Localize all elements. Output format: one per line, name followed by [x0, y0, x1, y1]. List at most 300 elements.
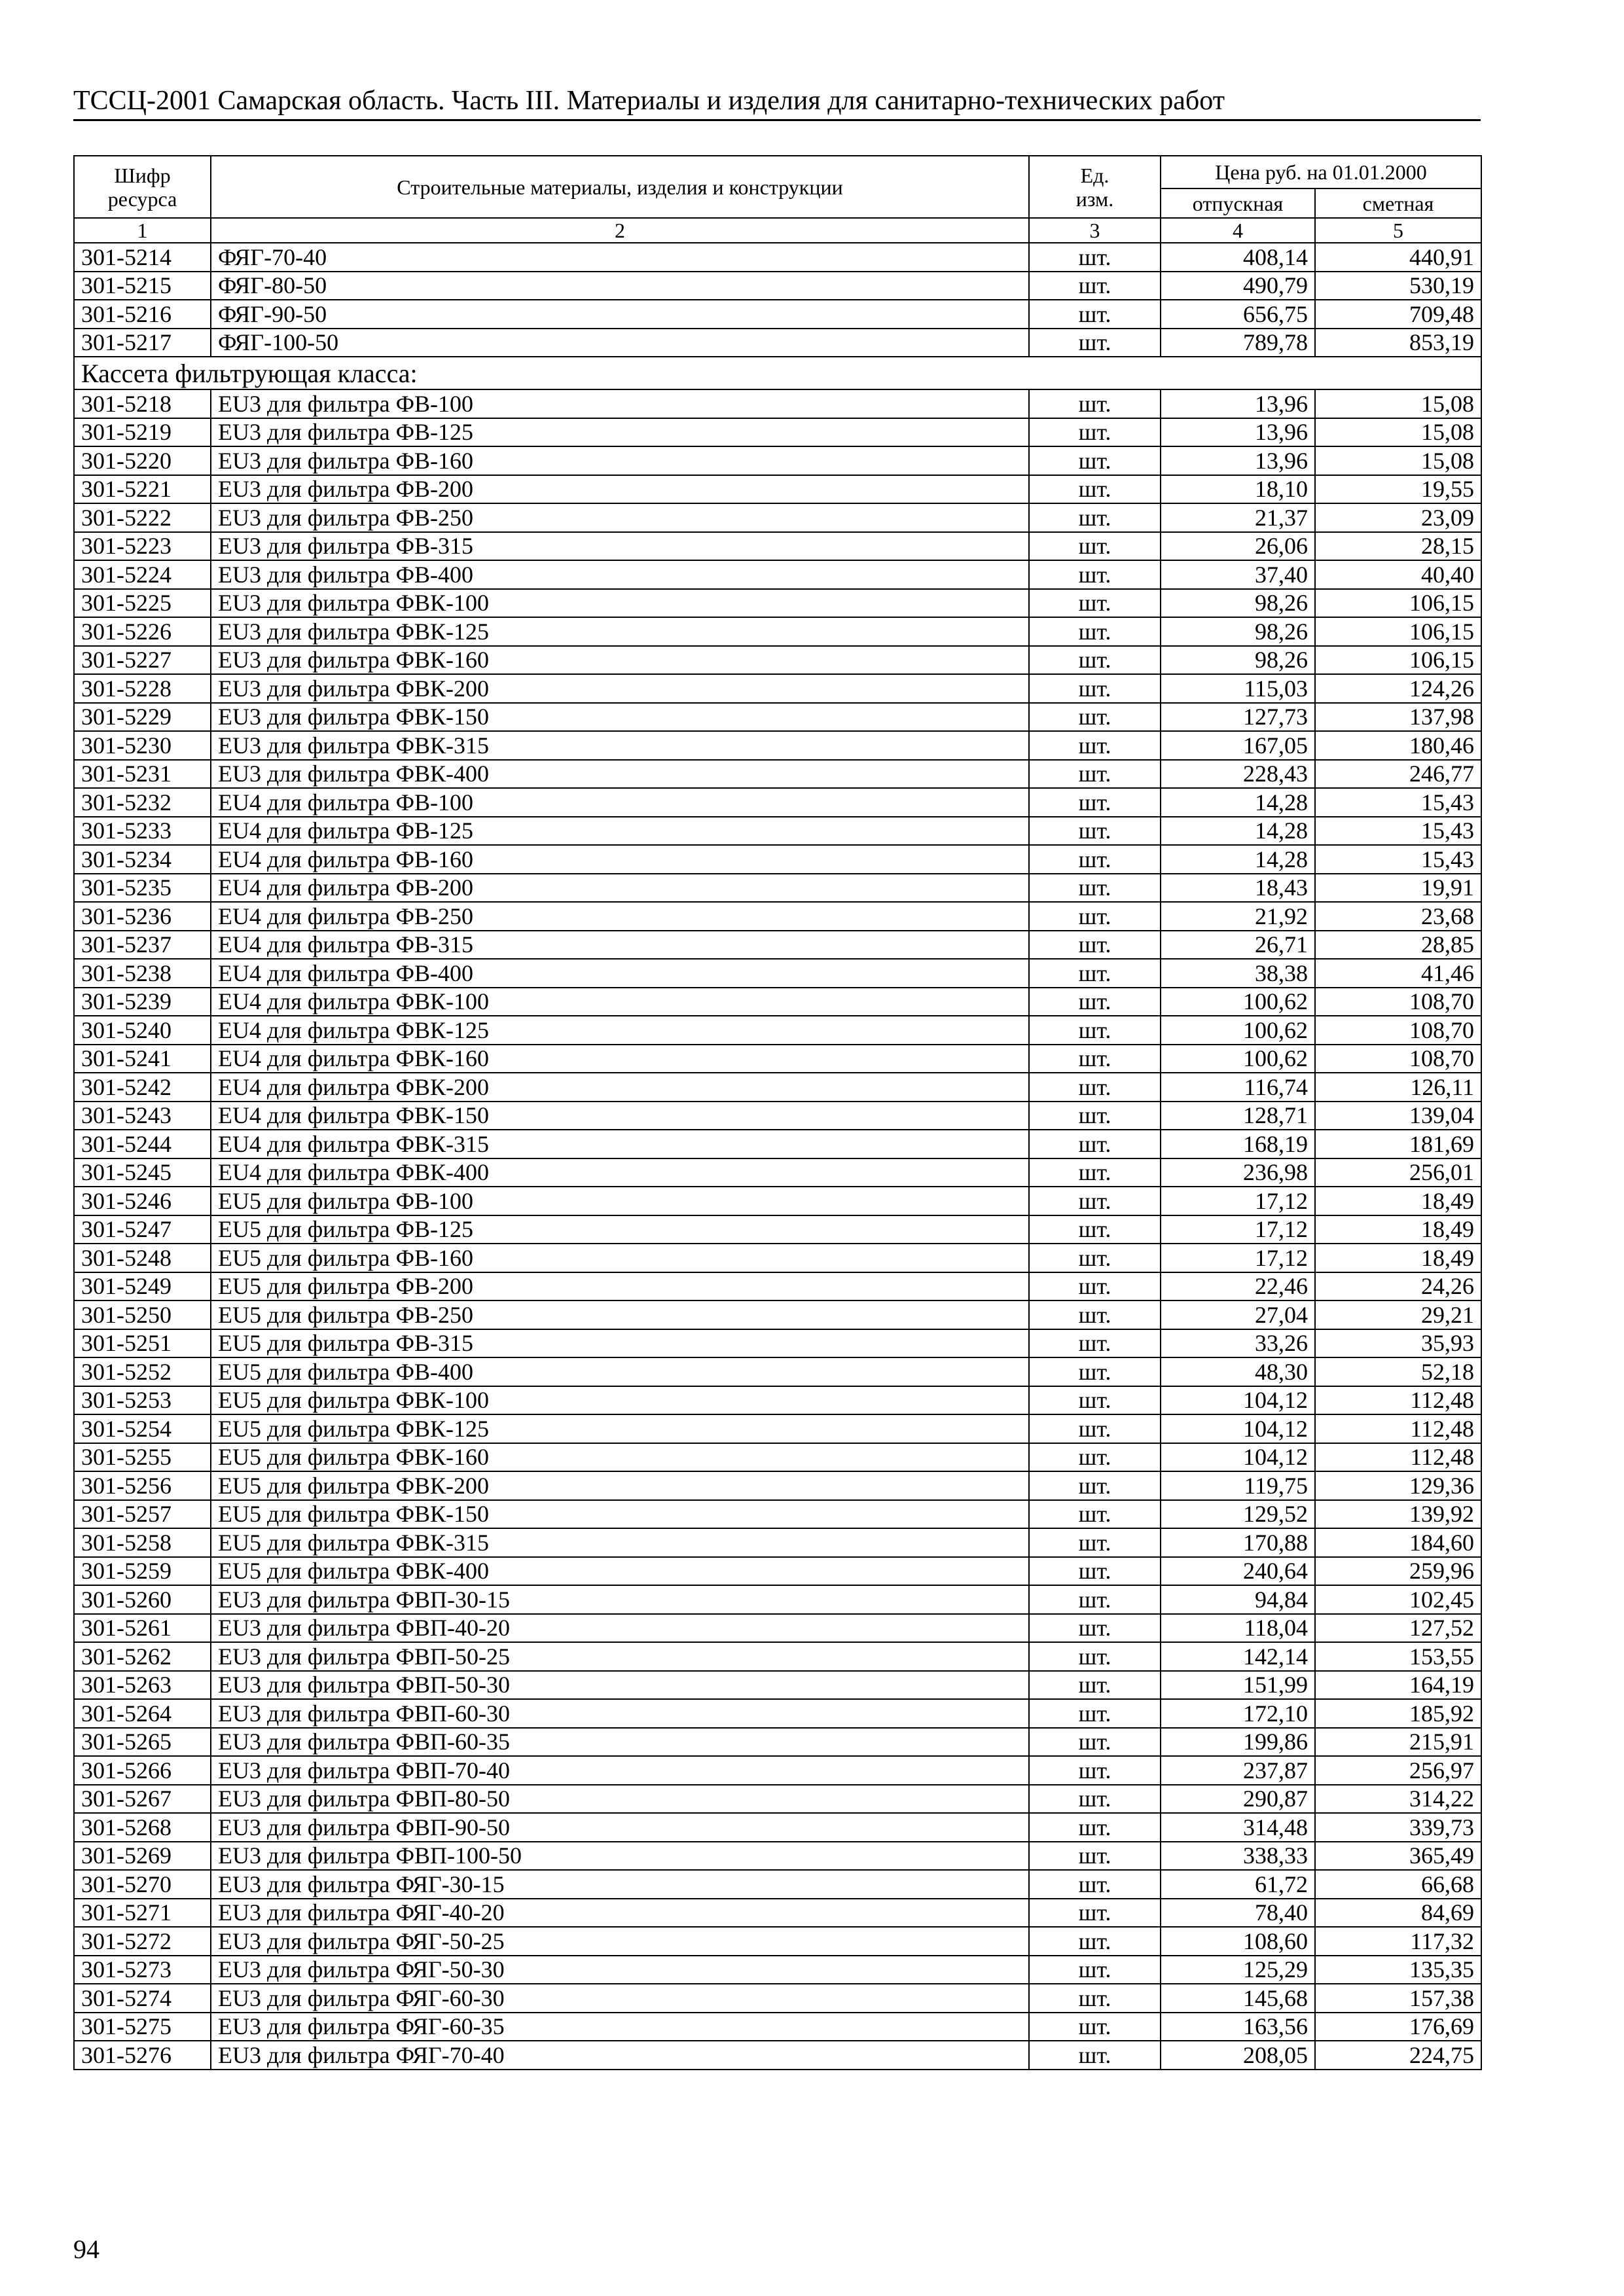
- table-row: [74, 731, 1481, 760]
- table-row: [74, 1471, 1481, 1500]
- table-row: [74, 674, 1481, 703]
- resource-code-cell: 301-5219: [74, 418, 211, 447]
- estimate-price-cell: 106,15: [1315, 589, 1481, 618]
- release-price-cell: 17,12: [1161, 1244, 1315, 1272]
- unit-cell: шт.: [1029, 1870, 1161, 1899]
- table-row: [74, 1870, 1481, 1899]
- resource-code-cell: 301-5244: [74, 1130, 211, 1158]
- material-name-cell: EU4 для фильтра ФВ-315: [211, 931, 1029, 960]
- estimate-price-cell: 530,19: [1315, 272, 1481, 300]
- unit-cell: шт.: [1029, 329, 1161, 357]
- resource-code-cell: 301-5255: [74, 1443, 211, 1472]
- table-header: [74, 156, 1481, 243]
- release-price-cell: 17,12: [1161, 1215, 1315, 1244]
- material-name-cell: EU3 для фильтра ФЯГ-70-40: [211, 2041, 1029, 2070]
- resource-code-cell: 301-5252: [74, 1357, 211, 1386]
- release-price-cell: 129,52: [1161, 1500, 1315, 1529]
- estimate-price-cell: 126,11: [1315, 1073, 1481, 1102]
- release-price-cell: 408,14: [1161, 243, 1315, 272]
- estimate-price-cell: 256,97: [1315, 1756, 1481, 1785]
- unit-cell: шт.: [1029, 532, 1161, 561]
- release-price-cell: 656,75: [1161, 300, 1315, 329]
- material-name-cell: EU5 для фильтра ФВ-250: [211, 1300, 1029, 1329]
- table-row: [74, 874, 1481, 903]
- table-row: [74, 1671, 1481, 1700]
- estimate-price-cell: 18,49: [1315, 1187, 1481, 1215]
- material-name-cell: EU3 для фильтра ФВК-150: [211, 703, 1029, 732]
- material-name-cell: EU3 для фильтра ФЯГ-40-20: [211, 1899, 1029, 1928]
- estimate-price-cell: 112,48: [1315, 1443, 1481, 1472]
- material-name-cell: EU3 для фильтра ФВК-315: [211, 731, 1029, 760]
- resource-code-cell: 301-5248: [74, 1244, 211, 1272]
- unit-cell: шт.: [1029, 2013, 1161, 2041]
- unit-cell: шт.: [1029, 1756, 1161, 1785]
- table-row: [74, 1728, 1481, 1757]
- material-name-cell: EU3 для фильтра ФВП-50-25: [211, 1642, 1029, 1671]
- estimate-price-cell: 24,26: [1315, 1272, 1481, 1301]
- table-row: [74, 1016, 1481, 1045]
- release-price-cell: 151,99: [1161, 1671, 1315, 1700]
- release-price-cell: 37,40: [1161, 560, 1315, 589]
- unit-cell: шт.: [1029, 788, 1161, 817]
- material-name-cell: EU4 для фильтра ФВК-160: [211, 1045, 1029, 1073]
- resource-code-cell: 301-5215: [74, 272, 211, 300]
- estimate-price-cell: 106,15: [1315, 646, 1481, 675]
- estimate-price-cell: 15,43: [1315, 817, 1481, 846]
- estimate-price-cell: 15,43: [1315, 788, 1481, 817]
- estimate-price-cell: 112,48: [1315, 1414, 1481, 1443]
- estimate-price-cell: 256,01: [1315, 1158, 1481, 1187]
- estimate-price-cell: 181,69: [1315, 1130, 1481, 1158]
- unit-cell: шт.: [1029, 1614, 1161, 1643]
- column-number: 1: [74, 218, 211, 243]
- release-price-cell: 100,62: [1161, 1045, 1315, 1073]
- unit-cell: шт.: [1029, 446, 1161, 475]
- estimate-price-cell: 28,15: [1315, 532, 1481, 561]
- release-price-cell: 116,74: [1161, 1073, 1315, 1102]
- unit-cell: шт.: [1029, 2041, 1161, 2070]
- unit-cell: шт.: [1029, 1272, 1161, 1301]
- material-name-cell: EU5 для фильтра ФВК-160: [211, 1443, 1029, 1472]
- estimate-price-cell: 108,70: [1315, 988, 1481, 1016]
- table-row: [74, 1528, 1481, 1557]
- material-name-cell: EU3 для фильтра ФВК-125: [211, 617, 1029, 646]
- resource-code-cell: 301-5270: [74, 1870, 211, 1899]
- column-header-code: Шифр ресурса: [74, 156, 211, 218]
- resource-code-cell: 301-5236: [74, 902, 211, 931]
- page-number: 94: [73, 2234, 99, 2264]
- material-name-cell: EU3 для фильтра ФВ-125: [211, 418, 1029, 447]
- unit-cell: шт.: [1029, 1984, 1161, 2013]
- resource-code-cell: 301-5235: [74, 874, 211, 903]
- estimate-price-cell: 15,08: [1315, 446, 1481, 475]
- estimate-price-cell: 259,96: [1315, 1557, 1481, 1586]
- resource-code-cell: 301-5230: [74, 731, 211, 760]
- material-name-cell: EU3 для фильтра ФВП-60-30: [211, 1699, 1029, 1728]
- unit-cell: шт.: [1029, 845, 1161, 874]
- resource-code-cell: 301-5242: [74, 1073, 211, 1102]
- resource-code-cell: 301-5227: [74, 646, 211, 675]
- unit-cell: шт.: [1029, 731, 1161, 760]
- release-price-cell: 98,26: [1161, 589, 1315, 618]
- material-name-cell: EU4 для фильтра ФВК-315: [211, 1130, 1029, 1158]
- resource-code-cell: 301-5234: [74, 845, 211, 874]
- column-number: 3: [1029, 218, 1161, 243]
- unit-cell: шт.: [1029, 243, 1161, 272]
- estimate-price-cell: 127,52: [1315, 1614, 1481, 1643]
- material-name-cell: EU5 для фильтра ФВК-200: [211, 1471, 1029, 1500]
- resource-code-cell: 301-5260: [74, 1585, 211, 1614]
- resource-code-cell: 301-5256: [74, 1471, 211, 1500]
- price-table: [73, 155, 1482, 2070]
- estimate-price-cell: 339,73: [1315, 1813, 1481, 1842]
- table-row: [74, 1500, 1481, 1529]
- material-name-cell: EU5 для фильтра ФВК-150: [211, 1500, 1029, 1529]
- material-name-cell: EU3 для фильтра ФВ-315: [211, 532, 1029, 561]
- release-price-cell: 290,87: [1161, 1785, 1315, 1814]
- table-row: [74, 475, 1481, 504]
- release-price-cell: 199,86: [1161, 1728, 1315, 1757]
- estimate-price-cell: 139,04: [1315, 1102, 1481, 1130]
- material-name-cell: EU3 для фильтра ФВ-400: [211, 560, 1029, 589]
- estimate-price-cell: 66,68: [1315, 1870, 1481, 1899]
- table-row: [74, 817, 1481, 846]
- table-row: [74, 1300, 1481, 1329]
- unit-cell: шт.: [1029, 1642, 1161, 1671]
- resource-code-cell: 301-5218: [74, 389, 211, 418]
- table-row: [74, 617, 1481, 646]
- estimate-price-cell: 139,92: [1315, 1500, 1481, 1529]
- estimate-price-cell: 137,98: [1315, 703, 1481, 732]
- release-price-cell: 22,46: [1161, 1272, 1315, 1301]
- release-price-cell: 208,05: [1161, 2041, 1315, 2070]
- release-price-cell: 100,62: [1161, 988, 1315, 1016]
- resource-code-cell: 301-5269: [74, 1842, 211, 1871]
- unit-cell: шт.: [1029, 475, 1161, 504]
- table-row: [74, 503, 1481, 532]
- estimate-price-cell: 102,45: [1315, 1585, 1481, 1614]
- unit-cell: шт.: [1029, 1699, 1161, 1728]
- resource-code-cell: 301-5266: [74, 1756, 211, 1785]
- material-name-cell: EU3 для фильтра ФВП-40-20: [211, 1614, 1029, 1643]
- section-title: Кассета фильтрующая класса:: [74, 357, 1481, 389]
- unit-cell: шт.: [1029, 1300, 1161, 1329]
- table-row: [74, 1158, 1481, 1187]
- unit-cell: шт.: [1029, 902, 1161, 931]
- table-row: [74, 1272, 1481, 1301]
- material-name-cell: EU3 для фильтра ФВП-80-50: [211, 1785, 1029, 1814]
- estimate-price-cell: 15,08: [1315, 418, 1481, 447]
- material-name-cell: EU3 для фильтра ФВП-100-50: [211, 1842, 1029, 1871]
- release-price-cell: 17,12: [1161, 1187, 1315, 1215]
- unit-cell: шт.: [1029, 959, 1161, 988]
- table-row: [74, 959, 1481, 988]
- resource-code-cell: 301-5251: [74, 1329, 211, 1358]
- material-name-cell: EU4 для фильтра ФВ-100: [211, 788, 1029, 817]
- unit-cell: шт.: [1029, 931, 1161, 960]
- unit-cell: шт.: [1029, 389, 1161, 418]
- release-price-cell: 127,73: [1161, 703, 1315, 732]
- material-name-cell: EU4 для фильтра ФВК-150: [211, 1102, 1029, 1130]
- estimate-price-cell: 365,49: [1315, 1842, 1481, 1871]
- release-price-cell: 21,37: [1161, 503, 1315, 532]
- estimate-price-cell: 23,09: [1315, 503, 1481, 532]
- unit-cell: шт.: [1029, 503, 1161, 532]
- table-row: [74, 1187, 1481, 1215]
- table-row: [74, 243, 1481, 272]
- resource-code-cell: 301-5247: [74, 1215, 211, 1244]
- table-row: [74, 532, 1481, 561]
- unit-cell: шт.: [1029, 1557, 1161, 1586]
- table-row: [74, 845, 1481, 874]
- material-name-cell: EU4 для фильтра ФВ-200: [211, 874, 1029, 903]
- release-price-cell: 108,60: [1161, 1927, 1315, 1956]
- unit-cell: шт.: [1029, 1016, 1161, 1045]
- release-price-cell: 142,14: [1161, 1642, 1315, 1671]
- unit-cell: шт.: [1029, 1728, 1161, 1757]
- table-row: [74, 1614, 1481, 1643]
- release-price-cell: 61,72: [1161, 1870, 1315, 1899]
- column-header-name: Строительные материалы, изделия и конструкции: [211, 156, 1029, 218]
- unit-cell: шт.: [1029, 817, 1161, 846]
- estimate-price-cell: 853,19: [1315, 329, 1481, 357]
- material-name-cell: EU4 для фильтра ФВ-400: [211, 959, 1029, 988]
- unit-cell: шт.: [1029, 617, 1161, 646]
- column-number-row: [74, 218, 1481, 243]
- unit-cell: шт.: [1029, 1671, 1161, 1700]
- estimate-price-cell: 108,70: [1315, 1016, 1481, 1045]
- table-row: [74, 1244, 1481, 1272]
- table-row: [74, 1102, 1481, 1130]
- unit-cell: шт.: [1029, 1414, 1161, 1443]
- release-price-cell: 789,78: [1161, 329, 1315, 357]
- estimate-price-cell: 180,46: [1315, 731, 1481, 760]
- release-price-cell: 167,05: [1161, 731, 1315, 760]
- material-name-cell: EU5 для фильтра ФВК-315: [211, 1528, 1029, 1557]
- table-row: [74, 1045, 1481, 1073]
- material-name-cell: EU5 для фильтра ФВ-200: [211, 1272, 1029, 1301]
- table-row: [74, 1443, 1481, 1472]
- table-row: [74, 560, 1481, 589]
- unit-cell: шт.: [1029, 703, 1161, 732]
- table-row: [74, 446, 1481, 475]
- estimate-price-cell: 135,35: [1315, 1956, 1481, 1984]
- release-price-cell: 14,28: [1161, 845, 1315, 874]
- release-price-cell: 118,04: [1161, 1614, 1315, 1643]
- unit-cell: шт.: [1029, 1244, 1161, 1272]
- header-rule: [73, 119, 1481, 121]
- estimate-price-cell: 153,55: [1315, 1642, 1481, 1671]
- table-row: [74, 1215, 1481, 1244]
- material-name-cell: EU3 для фильтра ФВ-250: [211, 503, 1029, 532]
- unit-cell: шт.: [1029, 1500, 1161, 1529]
- release-price-cell: 104,12: [1161, 1414, 1315, 1443]
- release-price-cell: 128,71: [1161, 1102, 1315, 1130]
- resource-code-cell: 301-5254: [74, 1414, 211, 1443]
- table-row: [74, 272, 1481, 300]
- resource-code-cell: 301-5262: [74, 1642, 211, 1671]
- material-name-cell: EU5 для фильтра ФВК-125: [211, 1414, 1029, 1443]
- resource-code-cell: 301-5274: [74, 1984, 211, 2013]
- table-row: [74, 902, 1481, 931]
- resource-code-cell: 301-5232: [74, 788, 211, 817]
- resource-code-cell: 301-5231: [74, 760, 211, 789]
- release-price-cell: 228,43: [1161, 760, 1315, 789]
- resource-code-cell: 301-5267: [74, 1785, 211, 1814]
- estimate-price-cell: 84,69: [1315, 1899, 1481, 1928]
- unit-cell: шт.: [1029, 1045, 1161, 1073]
- estimate-price-cell: 176,69: [1315, 2013, 1481, 2041]
- unit-cell: шт.: [1029, 1329, 1161, 1358]
- table-row: [74, 1984, 1481, 2013]
- estimate-price-cell: 106,15: [1315, 617, 1481, 646]
- resource-code-cell: 301-5222: [74, 503, 211, 532]
- estimate-price-cell: 19,55: [1315, 475, 1481, 504]
- material-name-cell: EU5 для фильтра ФВ-100: [211, 1187, 1029, 1215]
- release-price-cell: 172,10: [1161, 1699, 1315, 1728]
- release-price-cell: 104,12: [1161, 1386, 1315, 1415]
- unit-cell: шт.: [1029, 1956, 1161, 1984]
- material-name-cell: EU3 для фильтра ФВК-400: [211, 760, 1029, 789]
- table-row: [74, 1899, 1481, 1928]
- estimate-price-cell: 23,68: [1315, 902, 1481, 931]
- release-price-cell: 13,96: [1161, 389, 1315, 418]
- table-row: [74, 931, 1481, 960]
- column-number: 2: [211, 218, 1029, 243]
- table-row: [74, 1927, 1481, 1956]
- table-row: [74, 703, 1481, 732]
- estimate-price-cell: 440,91: [1315, 243, 1481, 272]
- release-price-cell: 237,87: [1161, 1756, 1315, 1785]
- estimate-price-cell: 164,19: [1315, 1671, 1481, 1700]
- unit-cell: шт.: [1029, 418, 1161, 447]
- resource-code-cell: 301-5249: [74, 1272, 211, 1301]
- release-price-cell: 14,28: [1161, 788, 1315, 817]
- unit-cell: шт.: [1029, 646, 1161, 675]
- unit-cell: шт.: [1029, 1102, 1161, 1130]
- release-price-cell: 78,40: [1161, 1899, 1315, 1928]
- estimate-price-cell: 18,49: [1315, 1244, 1481, 1272]
- material-name-cell: EU3 для фильтра ФВК-200: [211, 674, 1029, 703]
- material-name-cell: EU3 для фильтра ФЯГ-50-25: [211, 1927, 1029, 1956]
- table-row: [74, 788, 1481, 817]
- table-row: [74, 1585, 1481, 1614]
- release-price-cell: 18,10: [1161, 475, 1315, 504]
- resource-code-cell: 301-5265: [74, 1728, 211, 1757]
- release-price-cell: 314,48: [1161, 1813, 1315, 1842]
- column-header-estimate-price: сметная: [1315, 188, 1481, 218]
- estimate-price-cell: 246,77: [1315, 760, 1481, 789]
- unit-cell: шт.: [1029, 1528, 1161, 1557]
- resource-code-cell: 301-5258: [74, 1528, 211, 1557]
- release-price-cell: 145,68: [1161, 1984, 1315, 2013]
- material-name-cell: ФЯГ-90-50: [211, 300, 1029, 329]
- release-price-cell: 338,33: [1161, 1842, 1315, 1871]
- material-name-cell: EU3 для фильтра ФВ-100: [211, 389, 1029, 418]
- release-price-cell: 98,26: [1161, 617, 1315, 646]
- material-name-cell: EU3 для фильтра ФВП-50-30: [211, 1671, 1029, 1700]
- release-price-cell: 100,62: [1161, 1016, 1315, 1045]
- table-row: [74, 2013, 1481, 2041]
- resource-code-cell: 301-5264: [74, 1699, 211, 1728]
- table-row: [74, 1130, 1481, 1158]
- estimate-price-cell: 117,32: [1315, 1927, 1481, 1956]
- resource-code-cell: 301-5276: [74, 2041, 211, 2070]
- release-price-cell: 125,29: [1161, 1956, 1315, 1984]
- estimate-price-cell: 224,75: [1315, 2041, 1481, 2070]
- estimate-price-cell: 709,48: [1315, 300, 1481, 329]
- unit-cell: шт.: [1029, 589, 1161, 618]
- unit-cell: шт.: [1029, 1073, 1161, 1102]
- release-price-cell: 168,19: [1161, 1130, 1315, 1158]
- unit-cell: шт.: [1029, 1842, 1161, 1871]
- estimate-price-cell: 157,38: [1315, 1984, 1481, 2013]
- resource-code-cell: 301-5250: [74, 1300, 211, 1329]
- table-row: [74, 988, 1481, 1016]
- estimate-price-cell: 41,46: [1315, 959, 1481, 988]
- release-price-cell: 48,30: [1161, 1357, 1315, 1386]
- material-name-cell: EU5 для фильтра ФВК-400: [211, 1557, 1029, 1586]
- material-name-cell: EU3 для фильтра ФВ-160: [211, 446, 1029, 475]
- resource-code-cell: 301-5216: [74, 300, 211, 329]
- resource-code-cell: 301-5268: [74, 1813, 211, 1842]
- table-row: [74, 1842, 1481, 1871]
- unit-cell: шт.: [1029, 1357, 1161, 1386]
- table-row: [74, 760, 1481, 789]
- resource-code-cell: 301-5226: [74, 617, 211, 646]
- unit-cell: шт.: [1029, 988, 1161, 1016]
- resource-code-cell: 301-5229: [74, 703, 211, 732]
- column-header-price-group: Цена руб. на 01.01.2000: [1161, 156, 1481, 188]
- unit-cell: шт.: [1029, 1386, 1161, 1415]
- release-price-cell: 240,64: [1161, 1557, 1315, 1586]
- column-header-unit: Ед. изм.: [1029, 156, 1161, 218]
- resource-code-cell: 301-5228: [74, 674, 211, 703]
- estimate-price-cell: 108,70: [1315, 1045, 1481, 1073]
- unit-cell: шт.: [1029, 1813, 1161, 1842]
- estimate-price-cell: 35,93: [1315, 1329, 1481, 1358]
- resource-code-cell: 301-5241: [74, 1045, 211, 1073]
- estimate-price-cell: 185,92: [1315, 1699, 1481, 1728]
- resource-code-cell: 301-5261: [74, 1614, 211, 1643]
- material-name-cell: EU3 для фильтра ФЯГ-60-30: [211, 1984, 1029, 2013]
- table-row: [74, 1956, 1481, 1984]
- resource-code-cell: 301-5239: [74, 988, 211, 1016]
- estimate-price-cell: 19,91: [1315, 874, 1481, 903]
- resource-code-cell: 301-5253: [74, 1386, 211, 1415]
- release-price-cell: 13,96: [1161, 418, 1315, 447]
- unit-cell: шт.: [1029, 760, 1161, 789]
- release-price-cell: 94,84: [1161, 1585, 1315, 1614]
- table-row: [74, 589, 1481, 618]
- release-price-cell: 33,26: [1161, 1329, 1315, 1358]
- table-row: [74, 1813, 1481, 1842]
- resource-code-cell: 301-5245: [74, 1158, 211, 1187]
- resource-code-cell: 301-5259: [74, 1557, 211, 1586]
- material-name-cell: EU5 для фильтра ФВ-400: [211, 1357, 1029, 1386]
- resource-code-cell: 301-5217: [74, 329, 211, 357]
- unit-cell: шт.: [1029, 1471, 1161, 1500]
- material-name-cell: EU5 для фильтра ФВ-160: [211, 1244, 1029, 1272]
- unit-cell: шт.: [1029, 874, 1161, 903]
- material-name-cell: ФЯГ-70-40: [211, 243, 1029, 272]
- resource-code-cell: 301-5271: [74, 1899, 211, 1928]
- material-name-cell: EU5 для фильтра ФВ-315: [211, 1329, 1029, 1358]
- unit-cell: шт.: [1029, 1585, 1161, 1614]
- resource-code-cell: 301-5263: [74, 1671, 211, 1700]
- material-name-cell: EU4 для фильтра ФВК-200: [211, 1073, 1029, 1102]
- release-price-cell: 26,06: [1161, 532, 1315, 561]
